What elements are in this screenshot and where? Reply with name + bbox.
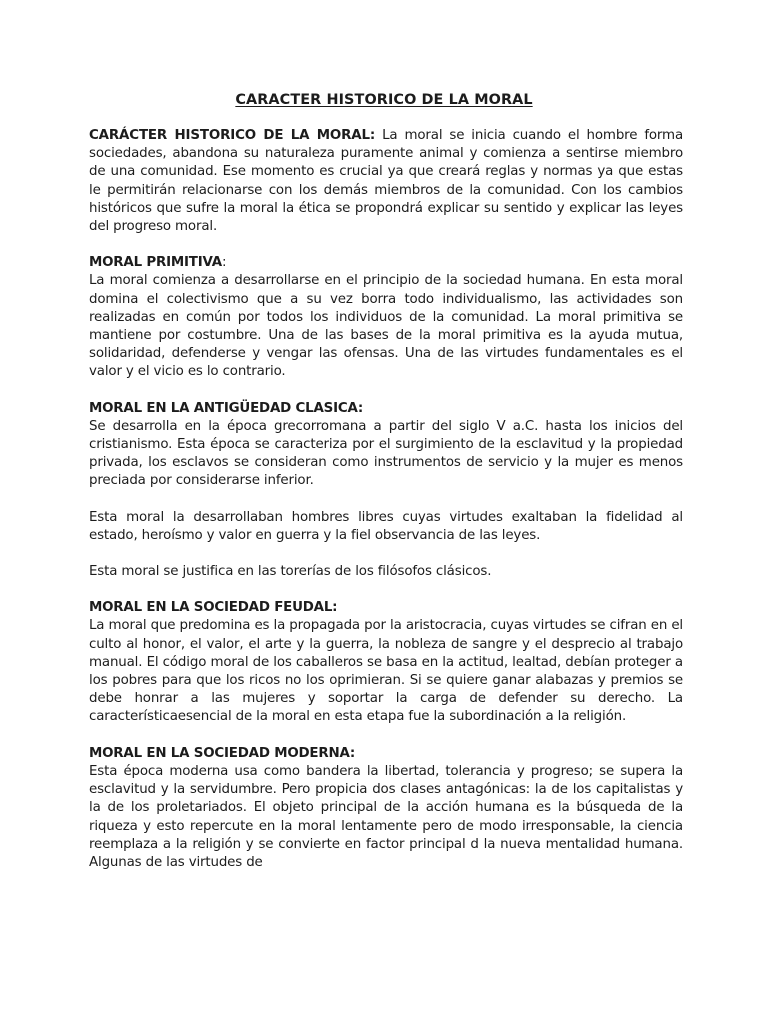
section-heading — [89, 254, 683, 272]
section-paragraph: La moral comienza a desarrollarse en el principio de la sociedad humana. En esta moral domina el colectivismo que a su vez borra todo individualismo, las actividades son realizadas en común por todos los individuos de la comunidad. La moral primitiva se mantiene por costumbre. Una de las bases de la moral primitiva es la ayuda mutua, solidaridad, defenderse y vengar las ofensas. Una de las virtudes fundamentales es el valor y el vicio es lo contrario. — [89, 273, 683, 380]
section-paragraph: Esta moral se justifica en las torerías de los filósofos clásicos. — [89, 564, 492, 580]
intro-section — [89, 127, 683, 236]
document-title: CARACTER HISTORICO DE LA MORAL — [235, 92, 533, 108]
intro-heading: CARÁCTER HISTORICO DE LA MORAL — [89, 128, 370, 143]
section-heading — [89, 400, 683, 418]
section-heading-colon: : — [332, 600, 338, 616]
section-heading-text: MORAL EN LA ANTIGÜEDAD CLASICA — [89, 400, 358, 416]
section-heading-colon: : — [357, 400, 364, 416]
section-heading-text: MORAL EN LA SOCIEDAD FEUDAL — [89, 600, 333, 616]
intro-paragraph — [89, 127, 683, 236]
section-moral-antiguedad-clasica — [89, 400, 683, 582]
section-paragraph: Se desarrolla en la época grecorromana a partir del siglo V a.C. hasta los inicios del cristianismo. Esta época se caracteriza por el surgimiento de la esclavitud y la propiedad privada, los esclavos se consideran como instrumentos de servicio y la mujer es menos preciada por considerarse inferior. — [89, 418, 683, 489]
section-heading — [89, 599, 683, 617]
document-body — [89, 127, 683, 872]
section-heading-colon: : — [221, 255, 227, 271]
intro-heading-colon: : — [369, 128, 376, 143]
section-moral-sociedad-moderna — [89, 745, 683, 872]
section-paragraph: La moral que predomina es la propagada por la aristocracia, cuyas virtudes se cifran en el culto al honor, el valor, el arte y la guerra, la nobleza de sangre y el desprecio al trabajo manual. El código moral de los caballeros se basa en la actitud, lealtad, debían proteger a los pobres para que los ricos no los oprimieran. Si se quiere ganar alabazas y premios se debe honrar a las mujeres y soportar la carga de defender su derecho. La característicaesencial de la moral en esta etapa fue la subordinación a la religión. — [89, 618, 683, 725]
section-heading-text: MORAL EN LA SOCIEDAD MODERNA — [89, 745, 350, 761]
section-moral-sociedad-feudal — [89, 599, 683, 726]
intro-text: La moral se inicia cuando el hombre forma sociedades, abandona su naturaleza puramente animal y comienza a sentirse miembro de una comunidad. Ese momento es crucial ya que creará reglas y normas ya que estas le permitirán relacionarse con los demás miembros de la comunidad. Con los cambios históricos que sufre la moral la ética se propondrá explicar su sentido y explicar las leyes del progreso moral. — [89, 128, 683, 235]
section-paragraph: Esta época moderna usa como bandera la libertad, tolerancia y progreso; se supera la esclavitud y la servidumbre. Pero propicia dos clases antagónicas: la de los capitalistas y la de los proletariados. El objeto principal de la acción humana es la búsqueda de la riqueza y esto repercute en la moral lentamente pero de modo irresponsable, la ciencia reemplaza a la religión y se convierte en factor principal d la nueva mentalidad humana. Algunas de las virtudes de — [89, 763, 683, 870]
section-heading-colon: : — [349, 745, 356, 761]
section-heading — [89, 745, 683, 763]
section-heading-text: MORAL PRIMITIVA — [89, 255, 222, 271]
section-paragraph: Esta moral la desarrollaban hombres libres cuyas virtudes exaltaban la fidelidad al estado, heroísmo y valor en guerra y la fiel observancia de las leyes. — [89, 509, 683, 543]
section-moral-primitiva — [89, 254, 683, 381]
